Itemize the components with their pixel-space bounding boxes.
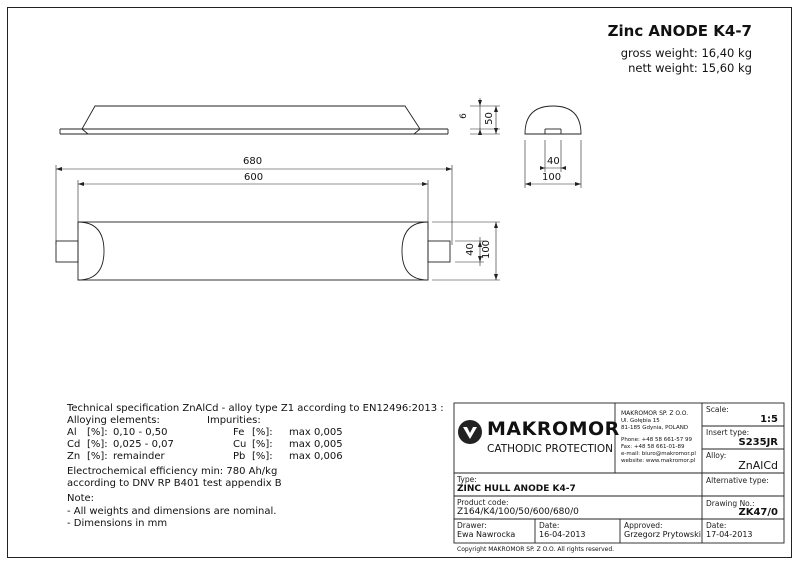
note-2: - Dimensions in mm — [67, 518, 168, 529]
alloy-row-unit: [%]: — [87, 451, 108, 462]
product-code-label: Product code: — [457, 498, 509, 507]
product-code-value: Z164/K4/100/50/600/680/0 — [457, 507, 579, 517]
dim-top-thickness: 6 — [458, 113, 469, 119]
efficiency-line2: according to DNV RP B401 test appendix B — [67, 478, 282, 489]
phone-line: Phone: +48 58 661-57 99 — [621, 437, 692, 443]
alloy-row-unit: [%]: — [87, 427, 108, 438]
imp-row-val: max 0,005 — [289, 439, 343, 450]
company-division: CATHODIC PROTECTION — [487, 443, 614, 455]
company-name: MAKROMOR — [487, 418, 620, 440]
address-line: Ul. Gołębia 15 — [621, 418, 660, 424]
note-heading: Note: — [67, 493, 95, 504]
imp-row-val: max 0,005 — [289, 427, 343, 438]
imp-row-unit: [%]: — [252, 439, 273, 450]
gross-weight: gross weight: 16,40 kg — [620, 46, 752, 60]
alloying-heading: Alloying elements: — [67, 415, 160, 426]
drawing-no-value: ZK47/0 — [738, 507, 778, 518]
imp-row-el: Pb — [233, 451, 246, 462]
imp-row-el: Fe — [233, 427, 245, 438]
email-line: e-mail: biuro@makromor.pl — [621, 451, 696, 457]
imp-row-unit: [%]: — [252, 451, 273, 462]
type-value: ZINC HULL ANODE K4-7 — [457, 484, 576, 494]
dim-top-height: 50 — [483, 112, 495, 125]
approved-value: Grzegorz Prytowski — [624, 530, 701, 539]
fax-line: Fax: +48 58 661-01-89 — [621, 444, 685, 450]
dim-end-outer: 100 — [542, 172, 562, 183]
type-label: Type: — [457, 475, 477, 484]
date1-label: Date: — [539, 521, 560, 530]
copyright: Copyright MAKROMOR SP. Z O.O. All rights reserved. — [457, 546, 615, 553]
address-line: MAKROMOR SP. Z O.O. — [621, 410, 689, 417]
nett-weight: nett weight: 15,60 kg — [628, 61, 752, 75]
spec-line1: Technical specification ZnAlCd - alloy type Z1 according to EN12496:2013 : — [67, 403, 444, 414]
alloy-row-el: Cd — [67, 439, 81, 450]
efficiency-line1: Electrochemical efficiency min: 780 Ah/kg — [67, 466, 278, 477]
dim-overall-length: 680 — [243, 156, 263, 167]
scale-label: Scale: — [706, 405, 729, 414]
side-view — [60, 106, 448, 134]
alloy-row-val: 0,10 - 0,50 — [113, 427, 168, 438]
page-title: Zinc ANODE K4-7 — [607, 22, 752, 40]
scale-value: 1:5 — [760, 414, 778, 425]
drawer-value: Ewa Nawrocka — [457, 530, 516, 539]
date2-label: Date: — [706, 521, 727, 530]
approved-label: Approved: — [624, 521, 663, 530]
dim-body-length: 600 — [244, 172, 264, 183]
alloy-row-el: Al — [67, 427, 77, 438]
alloy-row-unit: [%]: — [87, 439, 108, 450]
date1-value: 16-04-2013 — [539, 530, 586, 539]
address-line: 81-185 Gdynia, POLAND — [621, 425, 689, 431]
insert-value: S235JR — [738, 437, 778, 448]
alloy-label: Alloy: — [706, 451, 727, 460]
drawer-label: Drawer: — [457, 521, 487, 530]
date2-value: 17-04-2013 — [706, 530, 753, 539]
alloy-row-el: Zn — [67, 451, 81, 462]
alloy-row-val: 0,025 - 0,07 — [113, 439, 174, 450]
end-view — [525, 106, 581, 134]
dim-side-inner: 40 — [464, 243, 476, 256]
imp-row-unit: [%]: — [252, 427, 273, 438]
dim-side-outer: 100 — [481, 239, 493, 260]
plan-view — [56, 222, 450, 280]
note-1: - All weights and dimensions are nominal. — [67, 506, 277, 517]
imp-row-val: max 0,006 — [289, 451, 343, 462]
alloy-value: ZnAlCd — [738, 459, 778, 472]
website-line: website: www.makromor.pl — [621, 458, 696, 464]
alloy-row-val: remainder — [113, 451, 165, 462]
insert-label: Insert type: — [706, 428, 750, 437]
dim-end-inner: 40 — [547, 156, 560, 167]
imp-row-el: Cu — [233, 439, 247, 450]
alt-type-label: Alternative type: — [706, 476, 769, 485]
impurities-heading: Impurities: — [207, 415, 261, 426]
makromor-logo-icon — [458, 420, 482, 444]
drawing-no-label: Drawing No.: — [706, 499, 755, 508]
